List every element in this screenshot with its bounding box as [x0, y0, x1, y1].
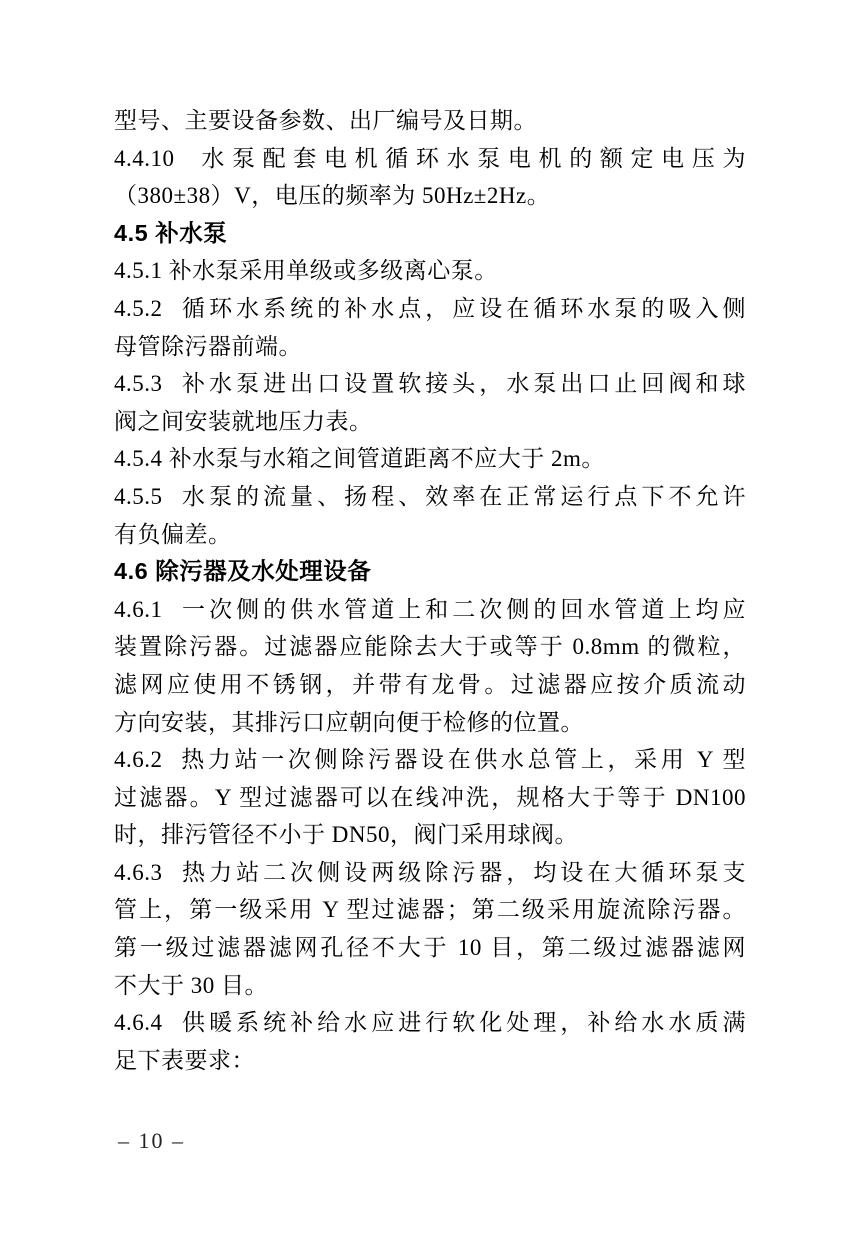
text-line: 4.5.2 循环水系统的补水点，应设在循环水泵的吸入侧 — [114, 295, 746, 321]
text-line: 4.6.3 热力站二次侧设两级除污器，均设在大循环泵支 — [114, 859, 746, 885]
text-line: 型号、主要设备参数、出厂编号及日期。 — [114, 108, 537, 133]
text-line: 4.5.4 补水泵与水箱之间管道距离不应大于 2m。 — [114, 446, 605, 472]
text-line: 装置除污器。过滤器应能除去大于或等于 0.8mm 的微粒， — [114, 634, 746, 660]
text-line: 时，排污管径不小于 DN50，阀门采用球阀。 — [114, 822, 578, 848]
section-heading: 4.6 除污器及水处理设备 — [114, 558, 372, 585]
text-line: 4.6.4 供暖系统补给水应进行软化处理，补给水水质满 — [114, 1010, 746, 1036]
text-line: 4.4.10 水泵配套电机循环水泵电机的额定电压为 — [114, 145, 746, 171]
text-line: 4.6.1 一次侧的供水管道上和二次侧的回水管道上均应 — [114, 596, 746, 622]
text-line: 过滤器。Y 型过滤器可以在线冲洗，规格大于等于 DN100 — [114, 784, 746, 810]
text-line: 4.5.1 补水泵采用单级或多级离心泵。 — [114, 258, 498, 284]
text-line: （380±38）V，电压的频率为 50Hz±2Hz。 — [114, 183, 551, 209]
text-line: 4.5.3 补水泵进出口设置软接头，水泵出口止回阀和球 — [114, 371, 746, 397]
document-content — [114, 102, 746, 1079]
page-number: – 10 – — [118, 1128, 185, 1153]
text-line: 第一级过滤器滤网孔径不大于 10 目，第二级过滤器滤网 — [114, 935, 746, 961]
text-line: 滤网应使用不锈钢，并带有龙骨。过滤器应按介质流动 — [114, 671, 746, 697]
text-line: 4.6.2 热力站一次侧除污器设在供水总管上，采用 Y 型 — [114, 747, 746, 773]
section-heading: 4.5 补水泵 — [114, 219, 228, 246]
text-line: 4.5.5 水泵的流量、扬程、效率在正常运行点下不允许 — [114, 483, 746, 509]
text-line: 方向安装，其排污口应朝向便于检修的位置。 — [114, 709, 584, 735]
text-line: 母管除污器前端。 — [114, 333, 302, 359]
text-line: 阀之间安装就地压力表。 — [114, 408, 373, 434]
text-line: 足下表要求： — [114, 1047, 255, 1073]
text-line: 管上，第一级采用 Y 型过滤器；第二级采用旋流除污器。 — [114, 897, 746, 923]
text-line: 有负偏差。 — [114, 521, 232, 547]
text-line: 不大于 30 目。 — [114, 972, 268, 998]
